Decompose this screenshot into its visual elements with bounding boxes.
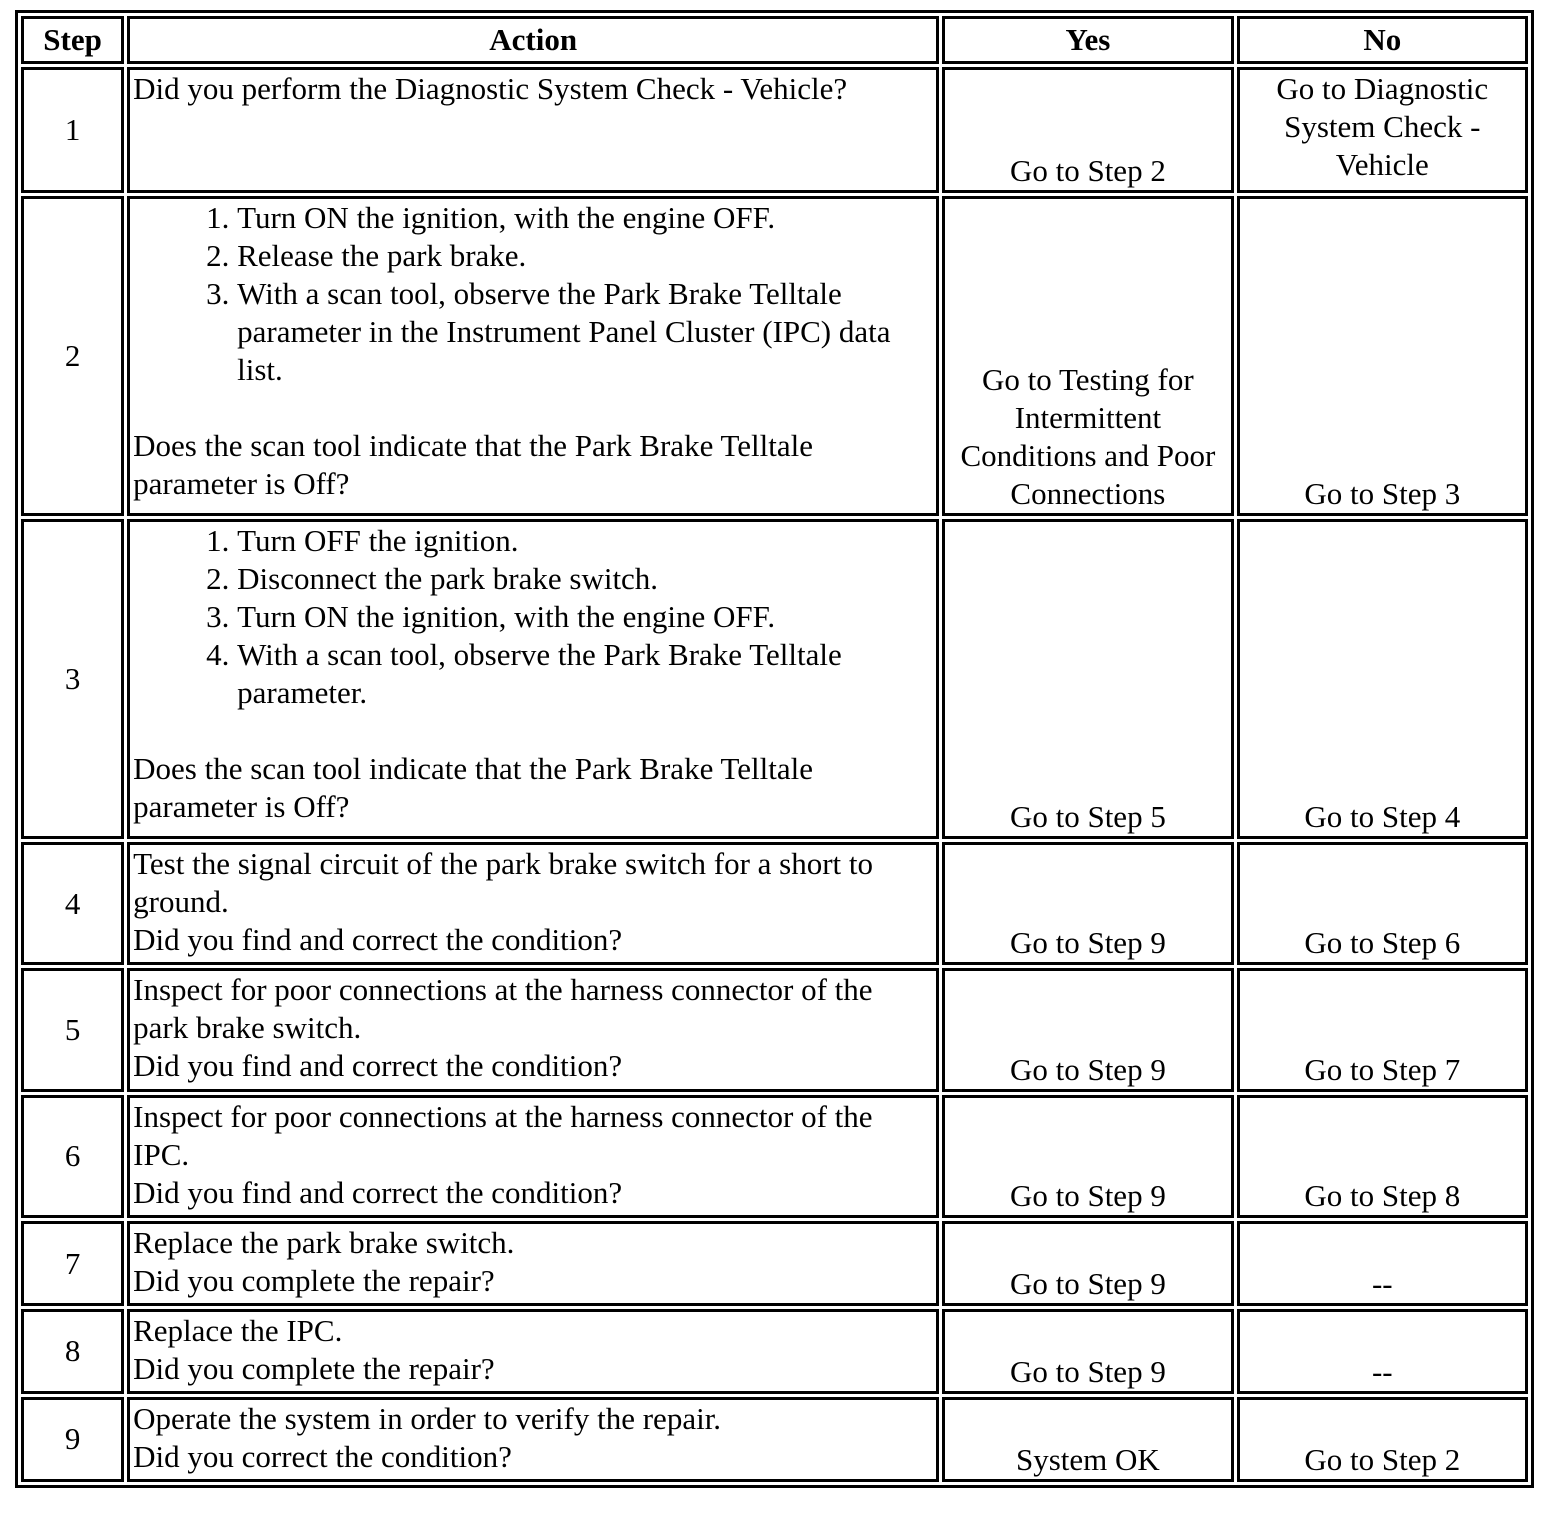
step-number: 2 (21, 196, 124, 516)
action-question: Did you correct the condition? (133, 1438, 512, 1474)
spacer (133, 389, 933, 427)
table-row (21, 842, 1528, 965)
header-row (21, 16, 1528, 64)
no-result: -- (1237, 1309, 1528, 1394)
no-result: Go to Step 7 (1237, 968, 1528, 1091)
table-row (21, 968, 1528, 1091)
header-action: Action (127, 16, 939, 64)
action-question: Did you complete the repair? (133, 1263, 495, 1299)
action-text: Test the signal circuit of the park brake switch for a short to ground. (133, 845, 874, 919)
action-text: Replace the IPC. (133, 1312, 343, 1348)
step-number: 4 (21, 842, 124, 965)
header-yes: Yes (942, 16, 1233, 64)
action-cell (127, 968, 939, 1091)
no-result: Go to Diagnostic System Check - Vehicle (1237, 67, 1528, 193)
yes-result: Go to Step 2 (942, 67, 1233, 193)
no-result: Go to Step 8 (1237, 1095, 1528, 1218)
action-question: Did you find and correct the condition? (133, 921, 623, 957)
no-result: Go to Step 3 (1237, 196, 1528, 516)
action-cell (127, 1221, 939, 1306)
action-cell (127, 196, 939, 516)
action-question: Did you find and correct the condition? (133, 1048, 623, 1084)
action-text: Inspect for poor connections at the harness connector of the park brake switch. (133, 972, 873, 1046)
step-number: 1 (21, 67, 124, 193)
yes-result: Go to Step 9 (942, 1221, 1233, 1306)
yes-result: Go to Step 5 (942, 519, 1233, 839)
table-row (21, 1397, 1528, 1482)
yes-result: Go to Step 9 (942, 1095, 1233, 1218)
yes-result: System OK (942, 1397, 1233, 1482)
action-cell (127, 1397, 939, 1482)
table-row (21, 67, 1528, 193)
yes-result: Go to Step 9 (942, 1309, 1233, 1394)
action-text: Did you perform the Diagnostic System Check - Vehicle? (127, 67, 939, 193)
table-row (21, 1221, 1528, 1306)
action-step: 1. Turn OFF the ignition. (237, 522, 933, 560)
step-number: 8 (21, 1309, 124, 1394)
table-row (21, 1309, 1528, 1394)
action-question: Did you find and correct the condition? (133, 1174, 623, 1210)
step-number: 9 (21, 1397, 124, 1482)
action-step: 2. Release the park brake. (237, 237, 933, 275)
action-step: 3. With a scan tool, observe the Park Brake Telltale parameter in the Instrument Panel Cluster (IPC) data list. (237, 275, 933, 389)
action-steps (133, 199, 933, 389)
action-question: Does the scan tool indicate that the Park Brake Telltale parameter is Off? (133, 428, 814, 502)
step-number: 7 (21, 1221, 124, 1306)
action-step: 1. Turn ON the ignition, with the engine OFF. (237, 199, 933, 237)
action-question: Does the scan tool indicate that the Park Brake Telltale parameter is Off? (133, 751, 814, 825)
no-result: Go to Step 4 (1237, 519, 1528, 839)
header-no: No (1237, 16, 1528, 64)
step-number: 5 (21, 968, 124, 1091)
action-text: Inspect for poor connections at the harness connector of the IPC. (133, 1098, 873, 1172)
action-step: 4. With a scan tool, observe the Park Brake Telltale parameter. (237, 636, 933, 712)
yes-result: Go to Testing for Intermittent Conditions and Poor Connections (942, 196, 1233, 516)
spacer (133, 712, 933, 750)
table-row (21, 1095, 1528, 1218)
diagnostic-table (15, 10, 1534, 1488)
action-cell (127, 519, 939, 839)
no-result: Go to Step 2 (1237, 1397, 1528, 1482)
action-steps (133, 522, 933, 712)
yes-result: Go to Step 9 (942, 968, 1233, 1091)
header-step: Step (21, 16, 124, 64)
table-row (21, 519, 1528, 839)
step-number: 6 (21, 1095, 124, 1218)
action-step: 3. Turn ON the ignition, with the engine OFF. (237, 598, 933, 636)
action-text: Replace the park brake switch. (133, 1225, 515, 1261)
action-text: Operate the system in order to verify the repair. (133, 1400, 722, 1436)
action-step: 2. Disconnect the park brake switch. (237, 560, 933, 598)
no-result: -- (1237, 1221, 1528, 1306)
yes-result: Go to Step 9 (942, 842, 1233, 965)
action-question: Did you complete the repair? (133, 1350, 495, 1386)
action-cell (127, 842, 939, 965)
no-result: Go to Step 6 (1237, 842, 1528, 965)
step-number: 3 (21, 519, 124, 839)
table-row (21, 196, 1528, 516)
action-cell (127, 1309, 939, 1394)
action-cell (127, 1095, 939, 1218)
